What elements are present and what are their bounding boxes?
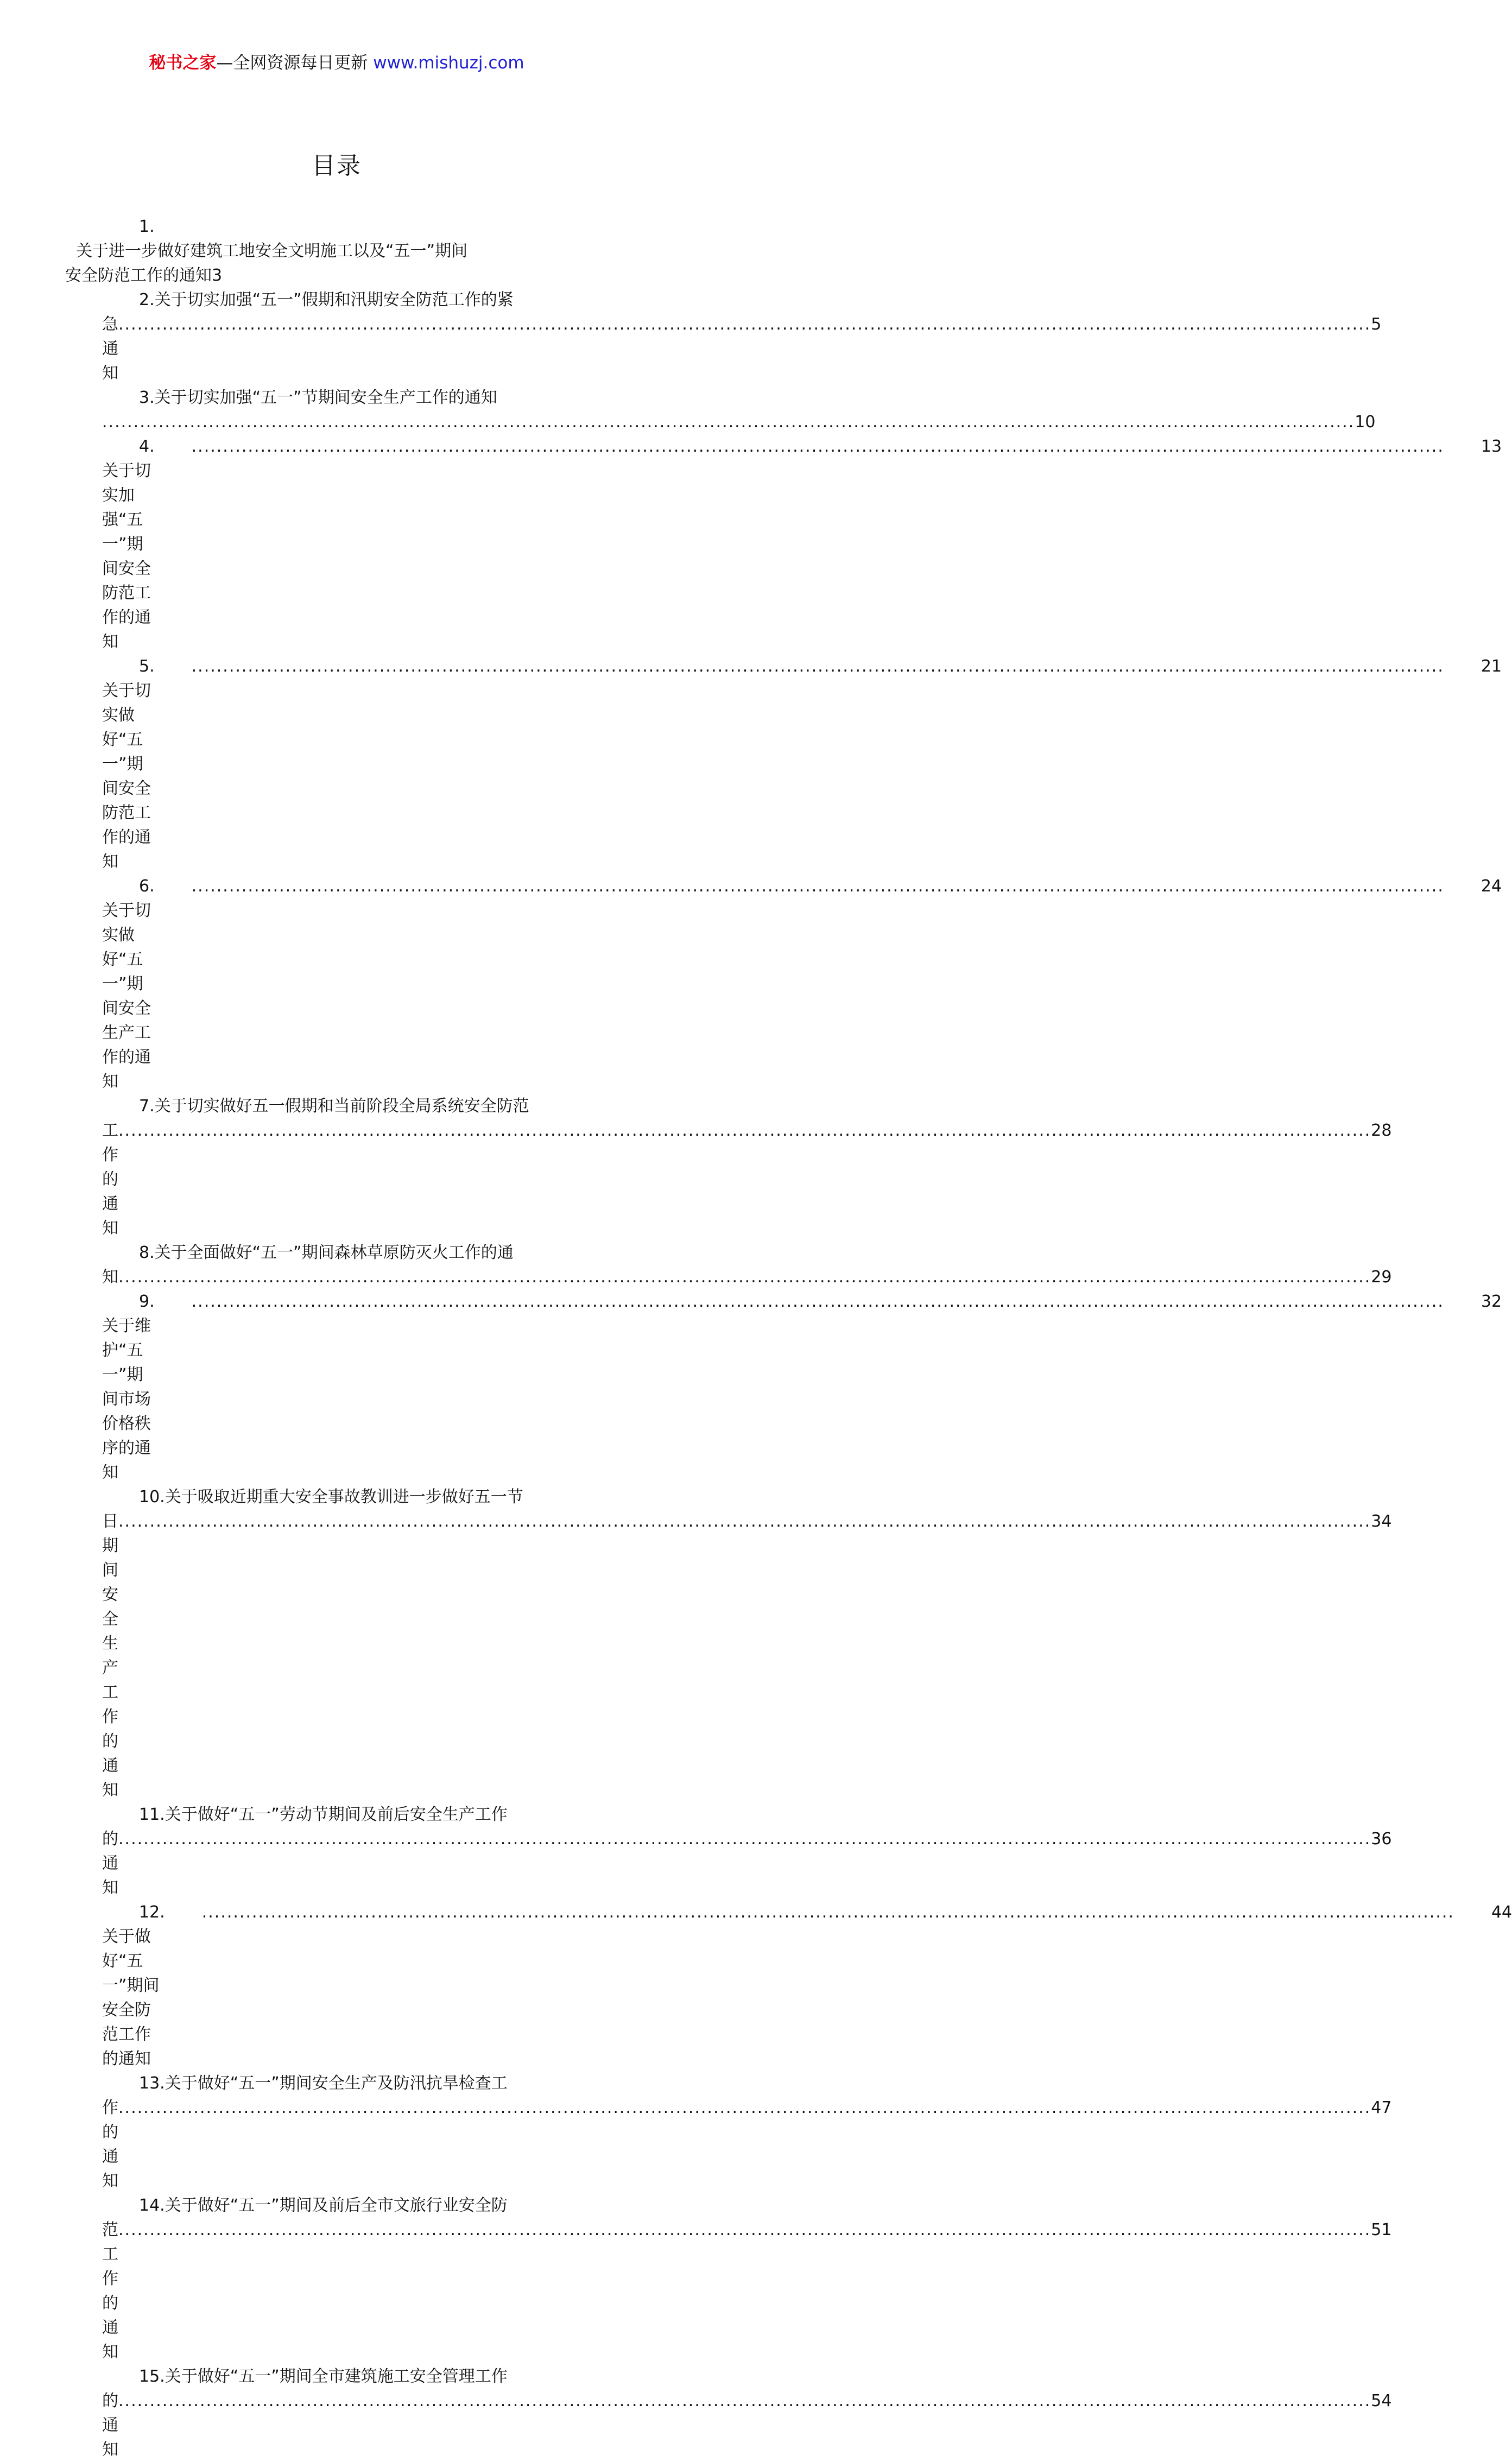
toc-page-number: 10 [1355, 413, 1376, 432]
toc-entry-title-tail: 急通知 [102, 315, 118, 383]
toc-entry-number: 1. [139, 217, 155, 236]
dot-leader: ........................................................................................................................................................................................................ [191, 877, 1444, 896]
toc-entry-9[interactable] [102, 1289, 1502, 1485]
toc-page-number: 21 [1481, 657, 1502, 676]
toc-entry-12[interactable] [102, 1900, 1512, 2071]
dot-leader: ........................................................................................................................................................................................................ [191, 1292, 1444, 1311]
toc-page-number: 47 [1371, 2098, 1392, 2117]
toc-page-number: 29 [1371, 1268, 1392, 1287]
toc-page-number: 13 [1481, 437, 1502, 456]
toc-entry-title-tail: 范工作的通知 [102, 2220, 118, 2362]
toc-entry-title-tail: 的通知 [102, 1830, 118, 1897]
toc-entry-title-line: 安全防范工作的通知3 [65, 266, 223, 285]
toc-entry-title: 11.关于做好“五一”劳动节期间及前后安全生产工作 [139, 1805, 508, 1824]
toc-entry-title: 15.关于做好“五一”期间全市建筑施工安全管理工作 [139, 2367, 508, 2386]
toc-entry-6[interactable] [102, 874, 1502, 1094]
dot-leader: ........................................................................................................................................................................................................ [201, 1903, 1454, 1922]
dot-leader: ........................................................................................................................................................................................................ [191, 437, 1444, 456]
toc-entry-8[interactable] [102, 1241, 1392, 1289]
toc-leader-line [102, 1265, 1392, 1289]
toc-entry-title: 14.关于做好“五一”期间及前后全市文旅行业安全防 [139, 2196, 508, 2215]
brand-name: 秘书之家 [149, 53, 217, 73]
toc-page-number: 54 [1371, 2391, 1392, 2410]
dot-leader: ........................................................................................................................................................................................................ [118, 2391, 1371, 2410]
toc-entry-13[interactable] [102, 2071, 1392, 2193]
dot-leader: ........................................................................................................................................................................................................ [118, 1268, 1371, 1287]
dot-leader: ........................................................................................................................................................................................................ [118, 315, 1371, 334]
toc-page-number: 51 [1371, 2220, 1392, 2239]
toc-entry-4[interactable] [102, 434, 1502, 654]
toc-page-number: 5 [1371, 315, 1382, 334]
toc-leader-line [102, 654, 1502, 874]
toc-leader-line [102, 874, 1502, 1094]
toc-leader-line [102, 434, 1502, 654]
toc-entry-title: 6.关于切实做好“五一”期间安全生产工作的通知 [102, 877, 155, 1091]
toc-entry-title: 12.关于做好“五一”期间安全防范工作的通知 [102, 1903, 165, 2068]
toc-entry-title-tail: 的通知 [102, 2391, 118, 2459]
toc-entry-title: 2.关于切实加强“五一”假期和汛期安全防范工作的紧 [139, 290, 514, 309]
dot-leader: ........................................................................................................................................................................................................ [118, 1121, 1371, 1140]
banner-slogan: —全网资源每日更新 [216, 53, 368, 73]
toc-leader-line [102, 1827, 1392, 1900]
toc-entry-title: 7.关于切实做好五一假期和当前阶段全局系统安全防范 [139, 1097, 529, 1116]
toc-entry-title-tail: 日期间安全生产工作的通知 [102, 1512, 118, 1800]
dot-leader: ........................................................................................................................................................................................................ [102, 413, 1355, 432]
site-banner[interactable] [0, 53, 673, 73]
toc-page-number: 28 [1371, 1121, 1392, 1140]
dot-leader: ........................................................................................................................................................................................................ [118, 1512, 1371, 1531]
toc-page-number: 24 [1481, 877, 1502, 896]
toc-entry-14[interactable] [102, 2193, 1392, 2364]
toc-page-number: 36 [1371, 1830, 1392, 1849]
toc-entry-title: 5.关于切实做好“五一”期间安全防范工作的通知 [102, 657, 155, 871]
site-url-link[interactable]: www.mishuzj.com [373, 53, 524, 73]
toc-leader-line [102, 2096, 1392, 2193]
dot-leader: ........................................................................................................................................................................................................ [118, 1830, 1371, 1849]
page-title: 目录 [312, 152, 362, 180]
toc-leader-line [102, 1118, 1392, 1241]
toc-leader-line [102, 1289, 1502, 1485]
toc-entry-2[interactable] [102, 288, 1382, 385]
dot-leader: ........................................................................................................................................................................................................ [118, 2098, 1371, 2117]
toc-page-number: 44 [1491, 1903, 1512, 1922]
toc-leader-line [102, 312, 1382, 385]
toc-entry-10[interactable] [102, 1485, 1392, 1802]
toc-page-number: 34 [1371, 1512, 1392, 1531]
toc-entry-title: 13.关于做好“五一”期间安全生产及防汛抗旱检查工 [139, 2074, 508, 2093]
toc-entry-5[interactable] [102, 654, 1502, 874]
toc-leader-line [102, 1900, 1512, 2071]
toc-entry-11[interactable] [102, 1802, 1392, 1900]
toc-entry-title: 9.关于维护“五一”期间市场价格秩序的通知 [102, 1292, 155, 1482]
toc-entry-title: 8.关于全面做好“五一”期间森林草原防灭火工作的通 [139, 1243, 514, 1262]
toc-leader-line [102, 2218, 1392, 2364]
toc-leader-line [102, 2389, 1392, 2462]
toc-leader-line [102, 1509, 1392, 1802]
toc-entry-1[interactable] [65, 214, 568, 288]
toc-page-number: 32 [1481, 1292, 1502, 1311]
toc-entry-title: 10.关于吸取近期重大安全事故教训进一步做好五一节 [139, 1488, 523, 1507]
toc-entry-title-tail: 知 [102, 1268, 118, 1287]
toc-entry-title: 4.关于切实加强“五一”期间安全防范工作的通知 [102, 437, 155, 651]
dot-leader: ........................................................................................................................................................................................................ [118, 2220, 1371, 2239]
toc-entry-title-tail: 作的通知 [102, 2098, 118, 2191]
toc-entry-15[interactable] [102, 2364, 1392, 2462]
toc-entry-title-tail: 工作的通知 [102, 1121, 118, 1238]
toc-entry-title-line: 关于进一步做好建筑工地安全文明施工以及“五一”期间 [76, 242, 468, 261]
dot-leader: ........................................................................................................................................................................................................ [191, 657, 1444, 676]
toc-entry-title: 3.关于切实加强“五一”节期间安全生产工作的通知 [139, 388, 497, 407]
toc-leader-line [102, 410, 1376, 434]
table-of-contents [65, 214, 1512, 2462]
toc-entry-3[interactable] [102, 385, 1376, 434]
toc-entry-7[interactable] [102, 1094, 1392, 1241]
